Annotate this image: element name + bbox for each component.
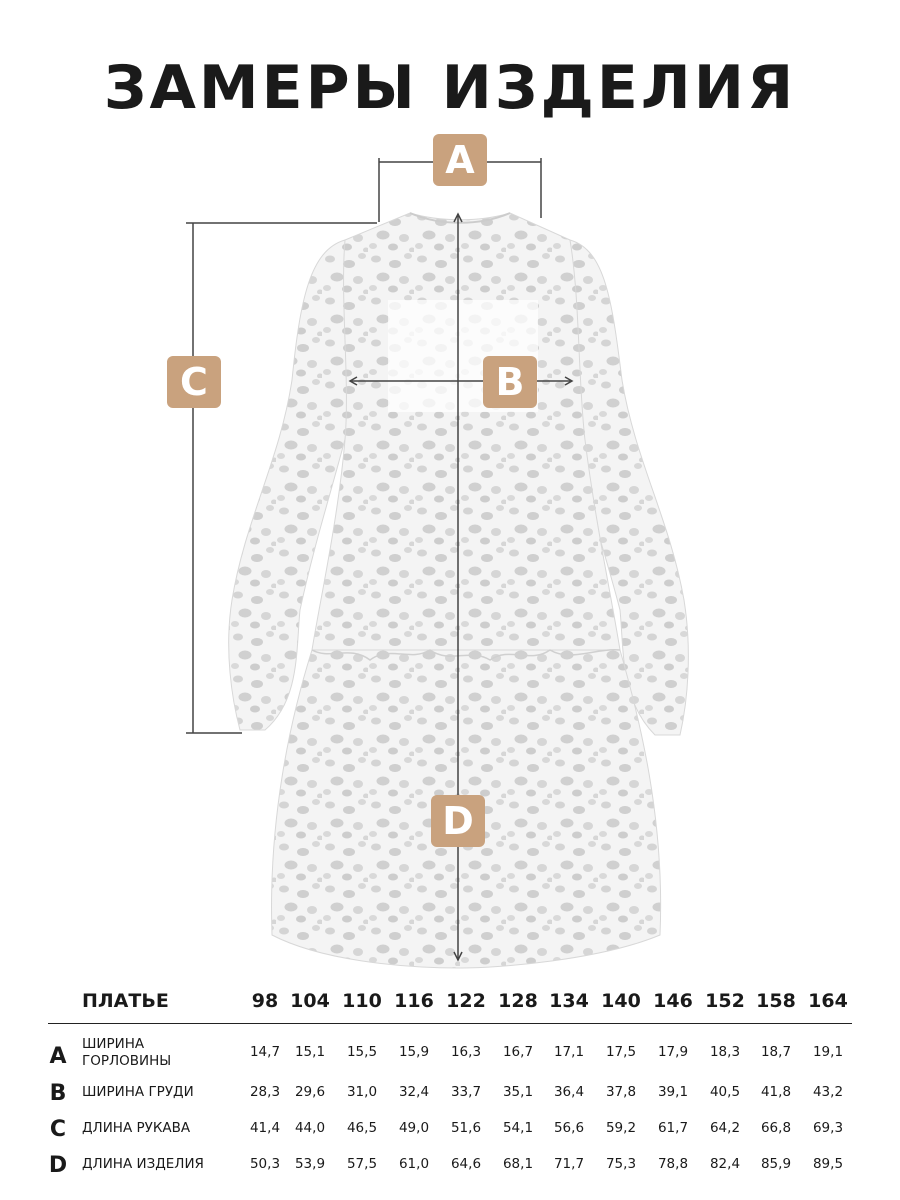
bodice [312, 213, 620, 650]
table-cell: 31,0 [346, 1084, 378, 1100]
table-cell: 15,9 [398, 1044, 430, 1060]
table-row [0, 1151, 900, 1181]
table-cell: 17,1 [553, 1044, 585, 1060]
table-cell: 61,0 [398, 1156, 430, 1172]
size-header: 152 [705, 990, 745, 1012]
table-cell: 61,7 [657, 1120, 689, 1136]
table-cell: 64,2 [709, 1120, 741, 1136]
table-cell: 17,9 [657, 1044, 689, 1060]
size-header: 164 [808, 990, 848, 1012]
dress-drawing [0, 120, 900, 980]
row-label [82, 1036, 232, 1070]
table-cell: 75,3 [605, 1156, 637, 1172]
table-cell: 64,6 [450, 1156, 482, 1172]
badge-d: D [431, 795, 485, 847]
table-cell: 17,5 [605, 1044, 637, 1060]
row-letter: A [49, 1044, 67, 1069]
badge-b: B [483, 356, 537, 408]
table-cell: 29,6 [294, 1084, 326, 1100]
size-header: 128 [498, 990, 538, 1012]
size-header: 122 [446, 990, 486, 1012]
row-label-line: ГОРЛОВИНЫ [82, 1053, 172, 1069]
badge-c: C [167, 356, 221, 408]
size-header: 146 [653, 990, 693, 1012]
table-cell: 32,4 [398, 1084, 430, 1100]
table-cell: 59,2 [605, 1120, 637, 1136]
table-cell: 44,0 [294, 1120, 326, 1136]
table-cell: 46,5 [346, 1120, 378, 1136]
row-label-line: ДЛИНА РУКАВА [82, 1120, 191, 1136]
table-cell: 89,5 [812, 1156, 844, 1172]
table-row [0, 1115, 900, 1145]
row-label [82, 1156, 232, 1173]
page-title: ЗАМЕРЫ ИЗДЕЛИЯ [103, 53, 797, 123]
size-table-header [0, 990, 900, 1018]
table-cell: 68,1 [502, 1156, 534, 1172]
table-cell: 35,1 [502, 1084, 534, 1100]
table-cell: 69,3 [812, 1120, 844, 1136]
table-cell: 41,8 [760, 1084, 792, 1100]
table-cell: 51,6 [450, 1120, 482, 1136]
table-cell: 66,8 [760, 1120, 792, 1136]
table-cell: 14,7 [249, 1044, 281, 1060]
size-header: 140 [601, 990, 641, 1012]
size-header: 98 [251, 990, 279, 1012]
table-cell: 49,0 [398, 1120, 430, 1136]
table-cell: 28,3 [249, 1084, 281, 1100]
dress-illustration [0, 120, 900, 980]
table-cell: 15,5 [346, 1044, 378, 1060]
table-cell: 40,5 [709, 1084, 741, 1100]
row-letter: B [49, 1081, 67, 1106]
table-row [0, 1079, 900, 1109]
table-cell: 16,3 [450, 1044, 482, 1060]
badge-a: A [433, 134, 487, 186]
table-cell: 85,9 [760, 1156, 792, 1172]
row-label [82, 1084, 232, 1101]
table-cell: 33,7 [450, 1084, 482, 1100]
table-cell: 56,6 [553, 1120, 585, 1136]
table-cell: 18,7 [760, 1044, 792, 1060]
size-header: 116 [394, 990, 434, 1012]
size-header: 158 [756, 990, 796, 1012]
table-cell: 43,2 [812, 1084, 844, 1100]
table-cell: 71,7 [553, 1156, 585, 1172]
table-cell: 18,3 [709, 1044, 741, 1060]
table-cell: 39,1 [657, 1084, 689, 1100]
table-cell: 36,4 [553, 1084, 585, 1100]
size-header: 110 [342, 990, 382, 1012]
row-label-line: ШИРИНА [82, 1036, 145, 1052]
table-cell: 19,1 [812, 1044, 844, 1060]
table-cell: 57,5 [346, 1156, 378, 1172]
table-cell: 16,7 [502, 1044, 534, 1060]
table-cell: 41,4 [249, 1120, 281, 1136]
row-label [82, 1120, 232, 1137]
row-label-line: ШИРИНА ГРУДИ [82, 1084, 194, 1100]
table-cell: 53,9 [294, 1156, 326, 1172]
table-divider [48, 1023, 852, 1024]
table-cell: 50,3 [249, 1156, 281, 1172]
table-cell: 82,4 [709, 1156, 741, 1172]
size-header: 134 [549, 990, 589, 1012]
table-cell: 37,8 [605, 1084, 637, 1100]
size-header: 104 [290, 990, 330, 1012]
row-letter: D [48, 1153, 68, 1178]
table-cell: 15,1 [294, 1044, 326, 1060]
table-cell: 54,1 [502, 1120, 534, 1136]
table-cell: 78,8 [657, 1156, 689, 1172]
row-label-line: ДЛИНА ИЗДЕЛИЯ [82, 1156, 204, 1172]
row-letter: C [49, 1117, 67, 1142]
product-label: ПЛАТЬЕ [82, 990, 169, 1012]
